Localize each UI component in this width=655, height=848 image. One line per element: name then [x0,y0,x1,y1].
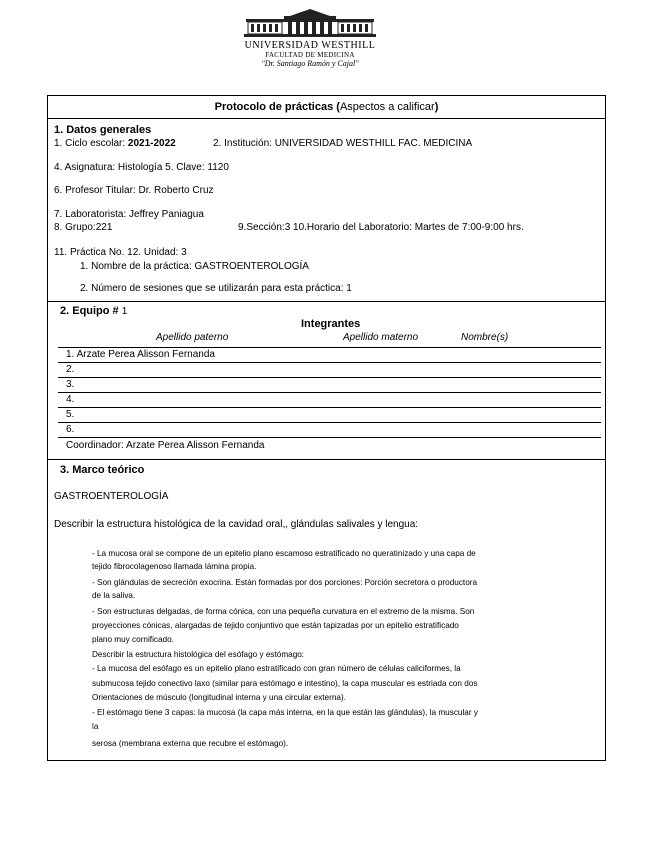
session-count: 2. Número de sesiones que se utilizarán para esta práctica: 1 [80,283,352,294]
member-name: 2. [66,364,75,375]
member-row [58,408,601,423]
member-row [58,378,601,393]
theory-line: - Son estructuras delgadas, de forma cónica, con una pequeña curvatura en el extremo de la misma. Son [92,607,475,616]
theory-line: serosa (membrana externa que recubre el estómago). [92,739,289,748]
lab-technician: 7. Laboratorista: Jeffrey Paniagua [54,209,204,220]
theory-line: Orientaciones de músculo (longitudinal interna y una circular externa). [92,693,346,702]
member-row [58,393,601,408]
protocol-title-bold: Protocolo de prácticas ( [214,101,340,113]
school-cycle-value: 2021-2022 [127,138,176,149]
school-cycle [54,138,176,149]
member-name: 5. [66,409,75,420]
protocol-title-normal: Aspectos a calificar [339,101,435,113]
team-heading-label: 2. Equipo # [60,305,122,317]
member-name: 1. Arzate Perea Alisson Fernanda [66,349,215,360]
members-heading: Integrantes [301,318,361,330]
member-row [58,423,601,438]
team-heading [60,305,127,317]
university-name: UNIVERSIDAD WESTHILL [244,40,376,51]
member-row [58,348,601,363]
theory-line: - Son glándulas de secreción exocrina. Están formadas por dos porciones: Porción secretora o productora [92,578,478,587]
practice-name: 1. Nombre de la práctica: GASTROENTEROLOGÍA [80,261,309,272]
group: 8. Grupo:221 [54,222,113,233]
team-section [47,301,606,459]
school-cycle-label: 1. Ciclo escolar: [54,138,128,149]
member-name: 6. [66,424,75,435]
theory-section [47,459,606,761]
general-data-section [47,118,606,302]
theory-line: proyecciones cónicas, alargadas de tejido conjuntivo que están tapizadas por un epitelio estratificado [92,621,459,630]
theory-line: - La mucosa oral se compone de un epitelio plano escamoso estratificado no queratinizado y una capa de [92,549,476,558]
faculty-name: FACULTAD DE MEDICINA [265,51,355,59]
theory-topic: GASTROENTEROLOGÍA [54,491,169,502]
theory-question: Describir la estructura histológica de la cavidad oral,, glándulas salivales y lengua: [54,519,419,530]
theory-line: submucosa tejido conectivo laxo (similar para estómago e intestino), la capa muscular es estriada con dos [92,679,478,688]
member-name: 4. [66,394,75,405]
protocol-title [48,96,605,118]
coordinator: Coordinador: Arzate Perea Alisson Fernanda [66,440,265,451]
institution: 2. Institución: UNIVERSIDAD WESTHILL FAC. MEDICINA [213,138,473,149]
section-schedule: 9.Sección:3 10.Horario del Laboratorio: Martes de 7:00-9:00 hrs. [238,222,524,233]
university-building-icon [244,8,376,38]
theory-line: - La mucosa del esófago es un epitelio plano estratificado con gran número de células caliciformes, la [92,664,461,673]
theory-heading: 3. Marco teórico [60,464,145,476]
member-name: 3. [66,379,75,390]
university-motto: "Dr. Santiago Ramón y Cajal" [261,59,359,68]
theory-line: - El estómago tiene 3 capas: la mucosa (la capa más interna, en la que están las glándulas), la muscular y [92,708,478,717]
col-given-names: Nombre(s) [461,332,509,343]
theory-line: Describir la estructura histológica del esófago y estómago: [92,650,305,659]
protocol-title-box [47,95,606,119]
practice-unit: 11. Práctica No. 12. Unidad: 3 [54,247,187,258]
col-maternal-surname: Apellido materno [343,332,419,343]
col-paternal-surname: Apellido paterno [156,332,229,343]
theory-line: tejido fibrocolagenoso llamada lámina propia. [92,562,257,571]
team-number: 1 [121,306,128,317]
theory-line: de la saliva. [92,591,136,600]
subject: 4. Asignatura: Histología 5. Clave: 1120 [54,162,229,173]
document-header [0,8,620,68]
professor: 6. Profesor Titular: Dr. Roberto Cruz [54,185,214,196]
general-data-heading: 1. Datos generales [54,124,152,136]
theory-line: plano muy cornificado. [92,635,174,644]
theory-line: la [92,722,99,731]
member-row [58,363,601,378]
protocol-title-close: ) [434,101,439,113]
